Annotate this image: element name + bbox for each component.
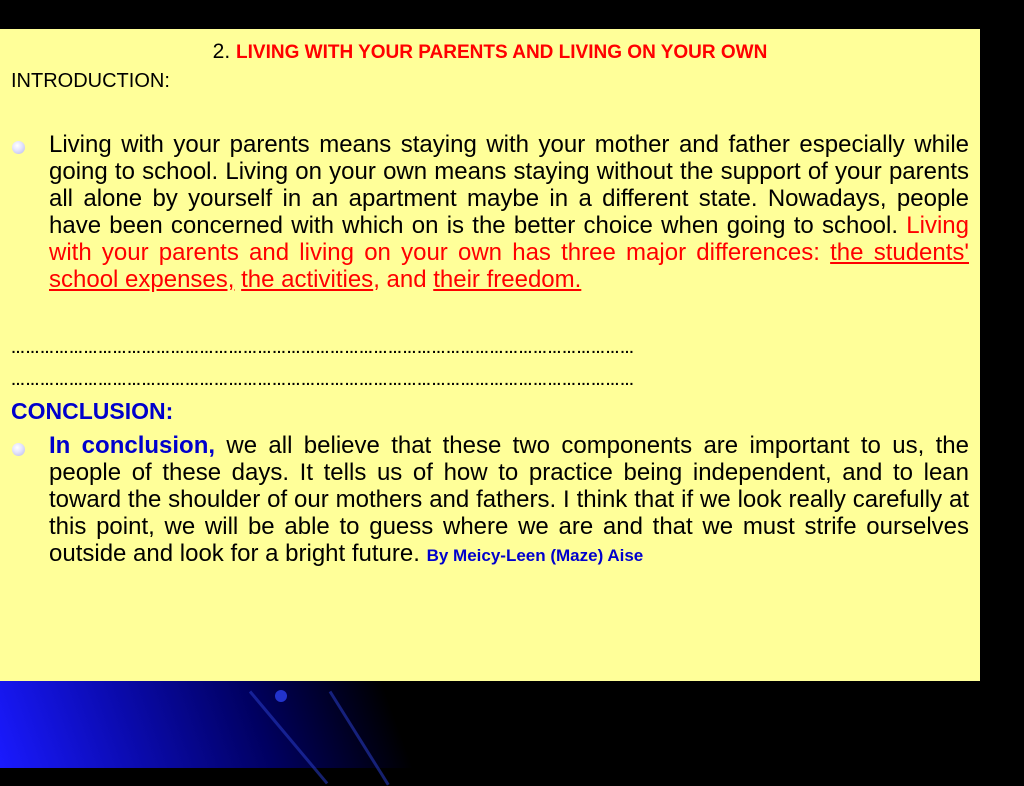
activities-link[interactable]: the activities <box>241 266 374 293</box>
title-number: 2. <box>212 40 231 63</box>
author-credit: By Meicy-Leen (Maze) Aise <box>426 546 644 565</box>
bullet-icon <box>12 141 25 154</box>
freedom-link[interactable]: their freedom. <box>433 266 582 293</box>
introduction-paragraph <box>49 131 969 293</box>
slide-title <box>0 40 980 64</box>
decorative-dot <box>275 690 287 702</box>
students-expenses-link[interactable]: the students' school expenses, <box>49 239 970 293</box>
title-text: LIVING WITH YOUR PARENTS AND LIVING ON YOUR OWN <box>236 42 768 63</box>
conclusion-label: CONCLUSION: <box>11 398 174 424</box>
introduction-label: INTRODUCTION: <box>11 70 170 92</box>
dotted-separator: ………………………………………………………………………………………………………………… <box>11 340 635 356</box>
introduction-red-text: Living with your parents and living on your own has three major differences: <box>49 212 969 266</box>
introduction-text: Living with your parents means staying with your mother and father especially while going to school. Living on your own means staying without the support of your parents all alone by yourself in an apartment maybe in a different state. Nowadays, people have been concerned with which on is the better choice when going to school. <box>49 131 969 239</box>
list-separator: , and <box>373 266 434 293</box>
conclusion-lead: In conclusion, <box>49 432 216 459</box>
conclusion-paragraph <box>49 432 969 569</box>
dotted-separator: ………………………………………………………………………………………………………………… <box>11 372 635 388</box>
bullet-icon <box>12 443 25 456</box>
conclusion-text: we all believe that these two components are important to us, the people of these days. It tells us of how to practice being independent, and to lean toward the shoulder of our mothers and fathers. I think that if we look really carefully at this point, we will be able to guess where we are and that we must strife ourselves outside and look for a bright future. <box>49 432 969 567</box>
